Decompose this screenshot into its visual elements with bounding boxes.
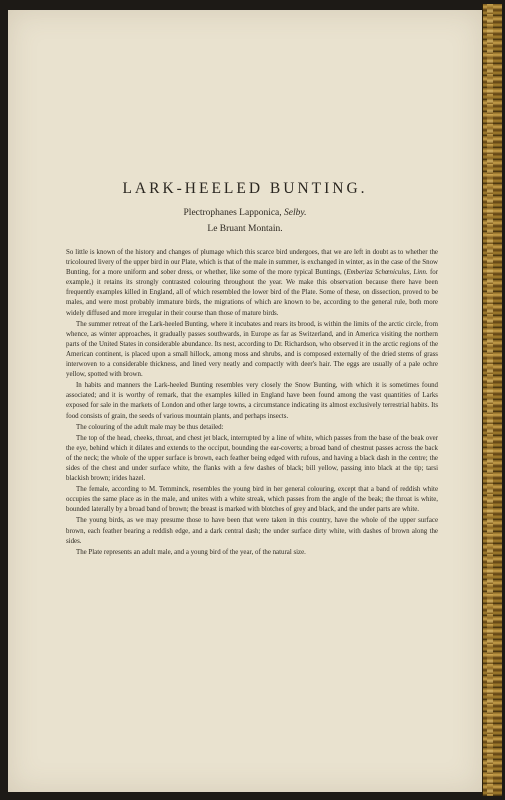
paragraph-female-description: The female, according to M. Temminck, resembles the young bird in her general colouring, except that a band of reddish white occupies the same place as in the male, and unites with a white streak, which passes from the angle of the beak; the throat is white, bounded laterally by a broad band of brown; the breast is marked with blotches of grey and black, and the under parts are white. — [66, 486, 438, 514]
body-text — [66, 248, 438, 559]
paragraph-intro — [66, 248, 438, 319]
french-name: Le Bruant Montain. — [207, 224, 283, 234]
page — [8, 10, 482, 792]
scientific-name-line — [8, 208, 482, 218]
paragraph-intro-part-1: So little is known of the history and changes of plumage which this scarce bird undergoes, that we are left in doubt as to whether the tricoloured livery of the upper bird in our Plate, which is that of the male in summer, is exchanged in winter, as in the case of the Snow Bunting, for a more uniform and sober dress, or whether, like some of the more typical Buntings, ( — [66, 249, 438, 277]
paragraph-intro-part-2: for example,) it retains its strongly contrasted colouring throughout the year. We make this observation because there have been frequently examples killed in England, all of which resembled the lower bird of the Plate. Some of these, on dissection, proved to be males, and were most probably immature birds, the migrations of which are known to be, according to the general rule, both more widely diffused and more irregular in their course than those of mature birds. — [66, 269, 439, 317]
page-title: LARK-HEELED BUNTING. — [122, 180, 368, 197]
paragraph-male-description: The top of the head, cheeks, throat, and chest jet black, interrupted by a line of white, which passes from the base of the beak over the eye, behind which it dilates and extends to the occiput, bounding the ear-coverts; a broad band of chestnut passes across the back of the neck; the whole of the upper surface is brown, each feather being edged with rufous, and having a black dash in the centre; the sides of the chest and under surface white, the flanks with a few dashes of black; bill yellow, passing into black at the tip; tarsi blackish brown; irides hazel. — [66, 434, 438, 483]
paragraph-young-description: The young birds, as we may presume those to have been that were taken in this country, have the whole of the upper surface brown, each feather bearing a reddish edge, and a dark central dash; the under surface dirty white, with dashes of brown along the sides. — [66, 517, 438, 545]
paragraph-plate-note: The Plate represents an adult male, and a young bird of the year, of the natural size. — [76, 548, 306, 556]
paragraph-habits: In habits and manners the Lark-heeled Bunting resembles very closely the Snow Bunting, with which it is sometimes found associated; and it is worthy of remark, that the examples killed in England have been found among the vast quantities of Larks exposed for sale in the markets of London and other large towns, a circumstance indicating its almost exclusively terrestrial habits. Its food consists of grain, the seeds of various mountain plants, and perhaps insects. — [66, 382, 438, 420]
scientific-author: Selby. — [284, 208, 307, 218]
gilt-spine-edge — [482, 4, 502, 796]
paragraph-summer-retreat: The summer retreat of the Lark-heeled Bunting, where it incubates and rears its brood, is within the limits of the arctic circle, from whence, as winter approaches, it gradually passes southwards, in Europe as far as Switzerland, and in America visiting the northern parts of the United States in considerable abundance. Its nest, according to Dr. Richardson, who observed it in the arctic regions of the American continent, is placed upon a small hillock, among moss and shrubs, and is composed externally of the dried stems of grass interwoven to a considerable thickness, and lined very neatly and compactly with deer's hair. The eggs are usually of a pale ochre yellow, spotted with brown. — [66, 320, 438, 379]
scientific-name: Plectrophanes Lapponica, — [183, 208, 282, 218]
gilt-spine-pattern — [487, 4, 493, 796]
paragraph-colouring-intro: The colouring of the adult male may be thus detailed: — [76, 423, 224, 431]
paragraph-intro-species: Emberiza Schœniculus, Linn. — [346, 269, 428, 277]
